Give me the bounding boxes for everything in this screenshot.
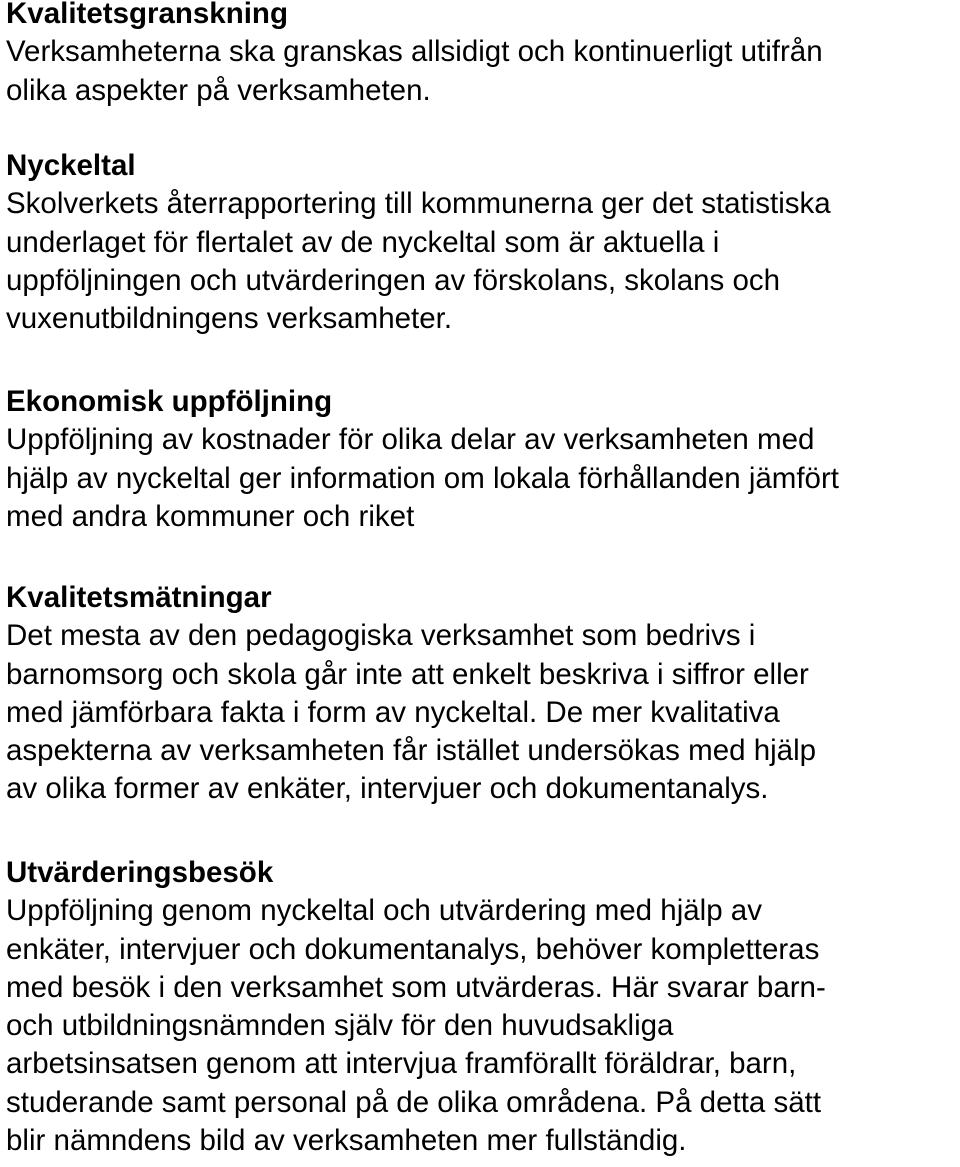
section-heading: Kvalitetsmätningar [6, 581, 272, 614]
section-nyckeltal [6, 147, 956, 338]
paragraph-line: blir nämndens bild av verksamheten mer fullständig. [6, 1124, 687, 1158]
paragraph-line: med jämförbara fakta i form av nyckeltal. De mer kvalitativa [6, 695, 780, 729]
paragraph-line: Det mesta av den pedagogiska verksamhet som bedrivs i [6, 619, 756, 653]
paragraph-line: olika aspekter på verksamheten. [6, 73, 431, 107]
section-ekonomisk-uppfoljning [6, 383, 956, 536]
paragraph-line: studerande samt personal på de olika områdena. På detta sätt [6, 1085, 822, 1119]
paragraph-line: aspekterna av verksamheten får istället undersökas med hjälp [6, 734, 817, 768]
section-heading: Nyckeltal [6, 149, 136, 182]
paragraph-line: Uppföljning av kostnader för olika delar av verksamheten med [6, 423, 815, 457]
section-kvalitetsmatningar [6, 579, 956, 809]
section-heading: Utvärderingsbesök [6, 856, 274, 889]
paragraph-line: uppföljningen och utvärderingen av förskolans, skolans och [6, 263, 781, 297]
section-heading: Kvalitetsgranskning [6, 0, 288, 30]
paragraph-line: Uppföljning genom nyckeltal och utvärdering med hjälp av [6, 894, 762, 928]
paragraph-line: underlaget för flertalet av de nyckeltal som är aktuella i [6, 225, 720, 259]
paragraph-line: barnomsorg och skola går inte att enkelt beskriva i siffror eller [6, 657, 809, 691]
paragraph-line: Verksamheterna ska granskas allsidigt och kontinuerligt utifrån [6, 35, 823, 69]
paragraph-line: hjälp av nyckeltal ger information om lokala förhållanden jämfört [6, 461, 839, 495]
paragraph-line: Skolverkets återrapportering till kommunerna ger det statistiska [6, 187, 831, 221]
paragraph-line: av olika former av enkäter, intervjuer och dokumentanalys. [6, 772, 769, 806]
paragraph-line: vuxenutbildningens verksamheter. [6, 302, 453, 336]
section-kvalitetsgranskning [6, 0, 956, 110]
paragraph-line: och utbildningsnämnden själv för den huvudsakliga [6, 1009, 674, 1043]
paragraph-line: enkäter, intervjuer och dokumentanalys, behöver kompletteras [6, 932, 820, 966]
section-heading: Ekonomisk uppföljning [6, 385, 333, 418]
paragraph-line: arbetsinsatsen genom att intervjua framförallt föräldrar, barn, [6, 1047, 797, 1081]
paragraph-line: med andra kommuner och riket [6, 499, 415, 533]
paragraph-line: med besök i den verksamhet som utvärderas. Här svarar barn- [6, 970, 826, 1004]
section-utvarderingsbesok [6, 854, 956, 1160]
